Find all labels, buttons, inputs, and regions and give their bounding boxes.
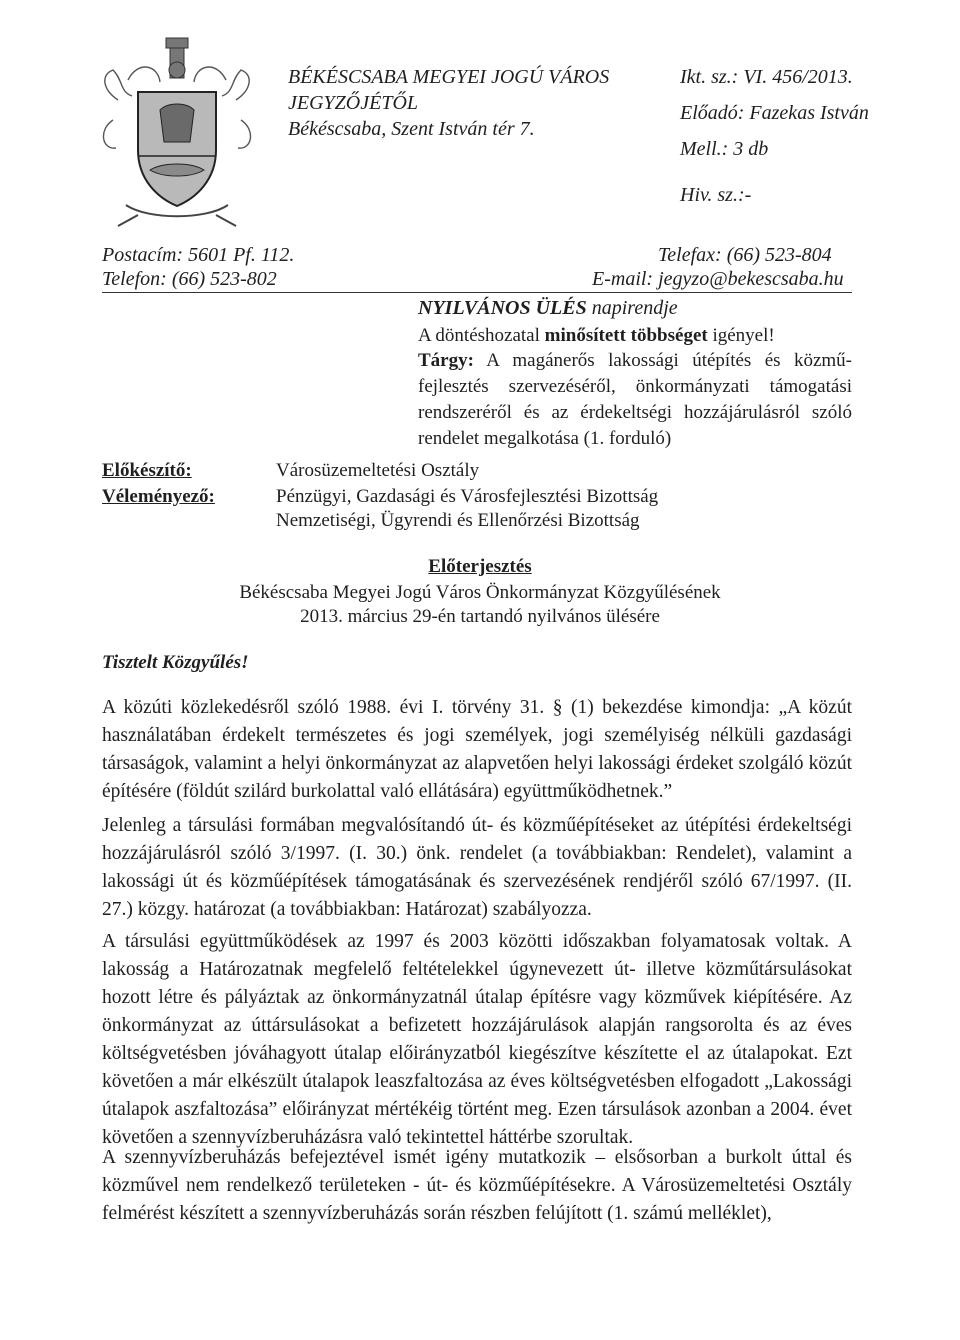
proposal-title: Előterjesztés	[428, 556, 532, 577]
proposal-line1: Békéscsaba Megyei Jogú Város Önkormányzat Közgyűlésének	[239, 582, 721, 603]
postal-address: Postacím: 5601 Pf. 112.	[102, 244, 295, 266]
reviewer-2: Nemzetiségi, Ügyrendi és Ellenőrzési Bizottság	[276, 510, 640, 531]
reviewer-1: Pénzügyi, Gazdasági és Városfejlesztési Bizottság	[276, 486, 659, 507]
paragraph-2: Jelenleg a társulási formában megvalósítandó út- és közműépítéseket az útépítési érdekeltségi hozzájárulásról szóló 3/1997. (I. 30.) önk. rendelet (a továbbiakban: Rendelet), valamint a lakossági út és közműépítések támogatásának és szervezésének rendjéről szóló 67/1997. (II. 27.) közgy. határozat (a továbbiakban: Határozat) szabályozza.	[102, 815, 852, 920]
fax: Telefax: (66) 523-804	[658, 244, 832, 266]
agenda-title-suffix: napirendje	[586, 297, 678, 319]
agenda-title	[418, 294, 678, 322]
decision-post: igényel!	[707, 325, 775, 346]
agenda-title-main: NYILVÁNOS ÜLÉS	[418, 297, 587, 319]
paragraph-3: A társulási együttműködések az 1997 és 2003 közötti időszakban folyamatosak voltak. A lakosság a Határozatnak megfelelő feltételekkel úgynevezett út- illetve közműtársulásokat hozott létre és pályáztak az önkormányzatnál útalap építésre vagy közművek kiépítésére. Az önkormányzat az úttársulásokat a befizetett hozzájárulások alapján rangsorolta és az éves költségvetésben jóváhagyott útalap előirányzatból kiegészítve készítette el az útalapokat. Ezt követően a már elkészült útalapok leaszfaltozása az éves költségvetésben elfogadott „Lakossági útalapok aszfaltozása” előirányzat mértékéig történt meg. Ezen társulások azonban a 2004. évet követően a szennyvízberuházásra való tekintettel háttérbe szorultak.	[102, 931, 852, 1148]
proposal-line2: 2013. március 29-én tartandó nyilvános ülésére	[300, 606, 660, 627]
attachments: Mell.: 3 db	[680, 138, 769, 160]
coat-of-arms-icon	[98, 30, 256, 230]
subject	[418, 348, 852, 452]
office-address: Békéscsaba, Szent István tér 7.	[288, 118, 535, 140]
salutation: Tisztelt Közgyűlés!	[102, 652, 249, 673]
paragraph-1: A közúti közlekedésről szóló 1988. évi I. törvény 31. § (1) bekezdése kimondja: „A közút használatában érdekelt természetes és jogi személyek, jogi személyiség nélküli gazdasági társaságok, valamint a helyi önkormányzat az alapvetően helyi lakossági érdeket szolgáló közút építésére (földút szilárd burkolattal való ellátására) együttműködhetnek.”	[102, 697, 852, 802]
decision-note	[418, 322, 775, 350]
phone: Telefon: (66) 523-802	[102, 268, 277, 290]
reference-number: Hiv. sz.:-	[680, 184, 752, 206]
header-divider	[102, 292, 852, 293]
decision-majority: minősített többséget	[544, 325, 708, 346]
decision-pre: A döntéshozatal	[418, 325, 545, 346]
subject-label: Tárgy:	[418, 350, 474, 371]
email[interactable]: E-mail: jegyzo@bekescsaba.hu	[592, 268, 844, 290]
paragraph-4: A szennyvízberuházás befejeztével ismét igény mutatkozik – elsősorban a burkolt úttal és közművel nem rendelkező területeken - út- és közműépítésekre. A Városüzemeltetési Osztály felmérést készített a szennyvízberuházás során részben felújított (1. számú melléklet),	[102, 1147, 852, 1224]
coat-of-arms	[98, 30, 256, 230]
preparer-label: Előkészítő:	[102, 460, 192, 481]
reviewer-label: Véleményező:	[102, 486, 215, 507]
subject-text: A magánerős lakossági útépítés és közmű-fejlesztés szervezéséről, önkormányzati támogatási rendszeréről és az érdekeltségi hozzájárulásról szóló rendelet megalkotása (1. forduló)	[418, 350, 852, 449]
office-name-line1: BÉKÉSCSABA MEGYEI JOGÚ VÁROS	[288, 66, 610, 88]
office-name-line2: JEGYZŐJÉTŐL	[288, 92, 419, 114]
presenter: Előadó: Fazekas István	[680, 102, 869, 124]
registration-number: Ikt. sz.: VI. 456/2013.	[680, 66, 853, 88]
preparer: Városüzemeltetési Osztály	[276, 460, 480, 481]
